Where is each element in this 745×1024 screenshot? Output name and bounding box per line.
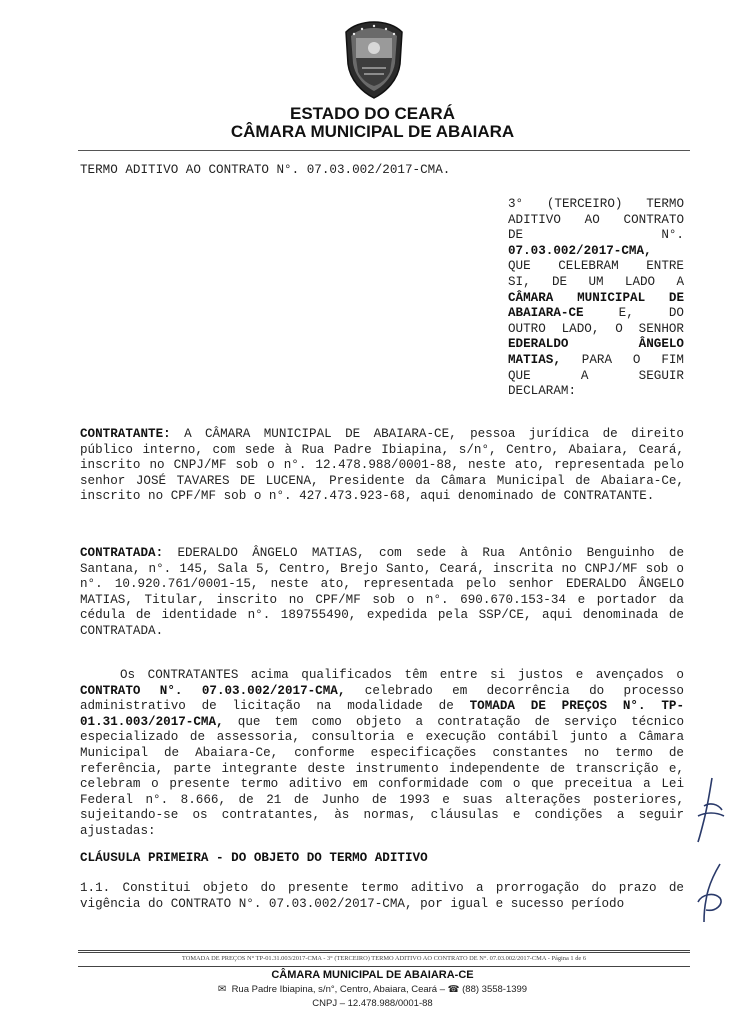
ementa-line: ADITIVO AO CONTRATO	[508, 212, 684, 227]
ementa-line: SI, DE UM LADO A	[508, 274, 684, 289]
envelope-icon: ✉	[217, 984, 227, 995]
ementa-line: DE N°.	[508, 228, 684, 243]
ementa-line: 3° (TERCEIRO) TERMO	[508, 197, 684, 211]
footer-reference: TOMADA DE PREÇOS N° TP-01.31.003/2017-CMA - 3° (TERCEIRO) TERMO ADITIVO AO CONTRATO DE N°. 07.03.002/2017-CMA - Página 1 de 6	[181, 955, 587, 962]
contratada-label: CONTRATADA:	[80, 546, 164, 560]
contratante-paragraph	[80, 427, 684, 505]
contratada-paragraph	[80, 546, 684, 640]
ementa-party-2-line2: MATIAS, PARA O FIM	[508, 352, 684, 367]
ementa-party-2: EDERALDO ÂNGELO	[508, 337, 684, 352]
ementa-party-1: CÂMARA MUNICIPAL DE	[508, 290, 684, 305]
clause-1-item-1-1: 1.1. Constitui objeto do presente termo aditivo a prorrogação do prazo de vigência do CONTRATO N°. 07.03.002/2017-CMA, por igual e sucesso período	[80, 881, 684, 911]
preamble-paragraph	[80, 668, 684, 840]
ementa-line: QUE A SEGUIR	[508, 368, 684, 383]
ementa-line: DECLARAM:	[508, 384, 577, 399]
contratante-label: CONTRATANTE:	[80, 427, 171, 441]
footer-divider-bottom	[78, 966, 690, 967]
ementa-contract-number: 07.03.002/2017-CMA,	[508, 243, 652, 258]
contratante-text: A CÂMARA MUNICIPAL DE ABAIARA-CE, pessoa jurídica de direito público interno, com sede à Rua Padre Ibiapina, s/n°, Centro, Abaiara, Ceará, inscrito no CNPJ/MF sob o n°. 12.478.988/0001-88, neste ato, representada pelo senhor JOSÉ TAVARES DE LUCENA, Presidente da Câmara Municipal de Abaiara-Ce, inscrito no CPF/MF sob o n°. 427.473.923-68, aqui denominado de CONTRATANTE.	[80, 427, 684, 504]
ementa-party-1-line2: ABAIARA-CE E, DO	[508, 306, 684, 321]
contratada-text: EDERALDO ÂNGELO MATIAS, com sede à Rua Antônio Benguinho de Santana, n°. 145, Sala 5, Centro, Brejo Santo, Ceará, inscrita no CNPJ/MF sob o n°. 10.920.761/0001-15, neste ato, representada pelo senhor EDERALDO ÂNGELO MATIAS, Titular, inscrito no CPF/MF sob o n°. 690.670.153-34 e portador da cédula de identidade n°. 189755490, expedida pela SSP/CE, aqui denominada de CONTRATADA.	[80, 546, 684, 638]
state-coat-of-arms-seal	[342, 20, 406, 100]
preamble-text: que tem como objeto a contratação de serviço técnico especializado de assessoria, consultoria e execução contábil junto a Câmara Municipal de Abaiara-Ce, conforme especificações constantes no termo de referência, parte integrante deste instrumento independente de transcrição e, celebram o presente termo aditivo em conformidade com o que preceitua a Lei Federal n°. 8.666, de 21 de Junho de 1993 e suas alterações posteriores, sujeitando-se os contratantes, às normas, cláusulas e condições a seguir ajustadas:	[80, 714, 684, 838]
preamble-contract-ref: CONTRATO N°. 07.03.002/2017-CMA,	[80, 683, 346, 698]
header-state: ESTADO DO CEARÁ	[290, 104, 455, 123]
ementa-block	[508, 197, 684, 400]
margin-initial-signature-2	[690, 860, 730, 924]
preamble-text: celebrado em decorrência do processo administrativo de licitação na modalidade de	[80, 683, 684, 714]
header-divider	[78, 150, 690, 151]
preamble-tender-ref: TOMADA DE PREÇOS N°. TP-01.31.003/2017-CMA,	[80, 699, 684, 729]
header-chamber: CÂMARA MUNICIPAL DE ABAIARA	[230, 122, 515, 141]
document-title: TERMO ADITIVO AO CONTRATO N°. 07.03.002/2017-CMA.	[80, 163, 451, 177]
margin-initial-signature	[690, 776, 730, 846]
footer-cnpj: CNPJ – 12.478.988/0001-88	[312, 998, 433, 1009]
footer-organization: CÂMARA MUNICIPAL DE ABAIARA-CE	[271, 969, 474, 981]
clause-1-title: CLÁUSULA PRIMEIRA - DO OBJETO DO TERMO ADITIVO	[80, 851, 428, 865]
preamble-text: Os CONTRATANTES acima qualificados têm entre si justos e avençados o	[120, 668, 684, 682]
ementa-line: OUTRO LADO, O SENHOR	[508, 321, 684, 336]
footer-address: ✉ Rua Padre Ibiapina, s/n°, Centro, Abaiara, Ceará – ☎ (88) 3558-1399	[217, 984, 528, 995]
footer-divider-top	[78, 950, 690, 951]
footer-divider-inner	[78, 952, 690, 953]
ementa-line: QUE CELEBRAM ENTRE	[508, 259, 684, 274]
